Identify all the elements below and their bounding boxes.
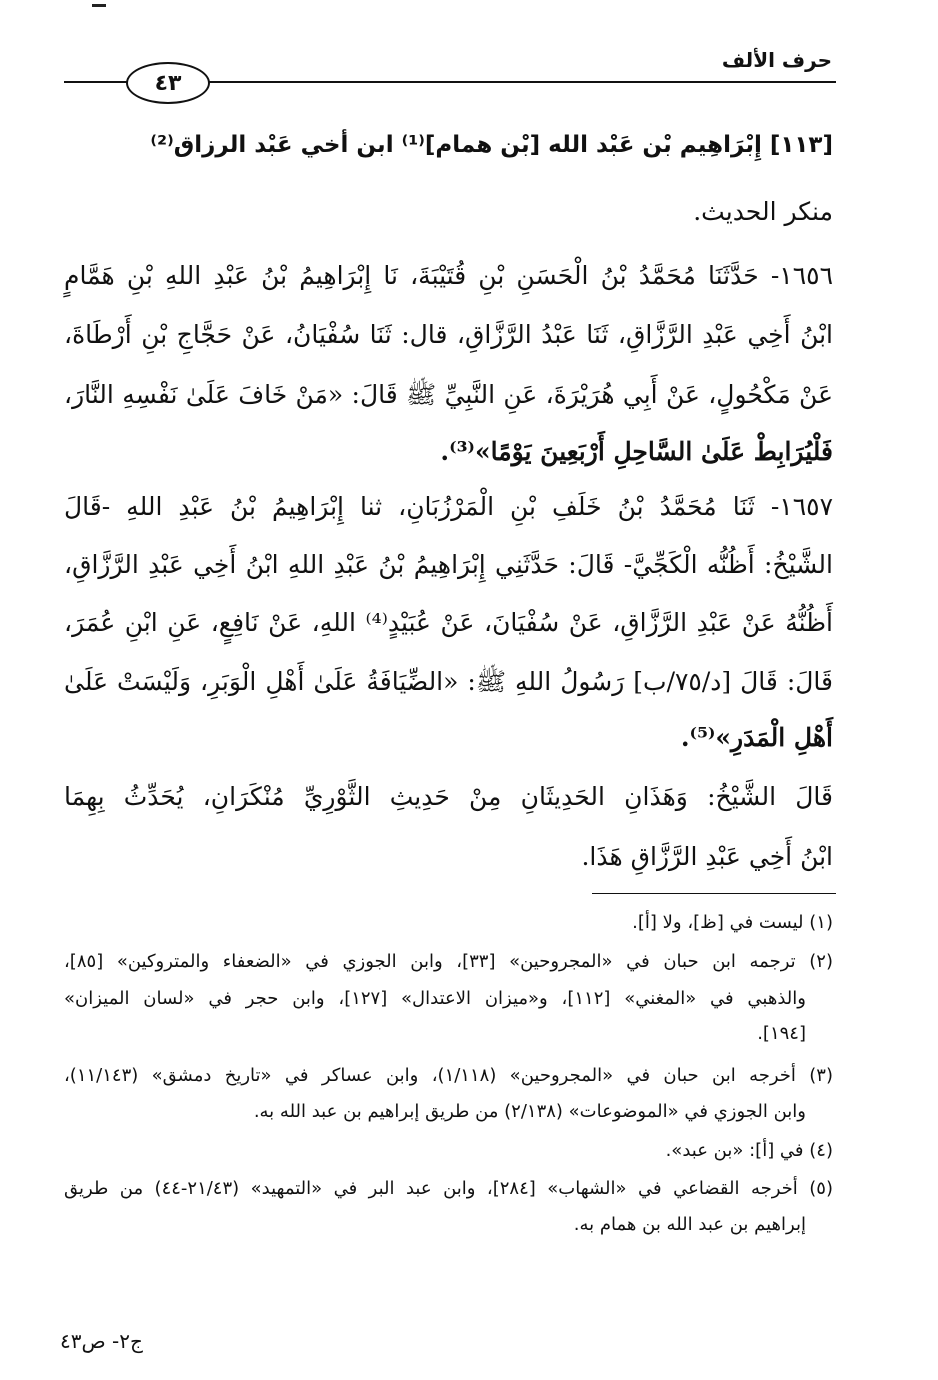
entry-title: [١١٣] إِبْرَاهِيم بْن عَبْد الله [بْن همام]⁽¹⁾ ابن أخي عَبْد الرزاق⁽²⁾ — [150, 132, 833, 158]
hadith-1656-line: ابْنُ أَخِي عَبْدِ الرَّزَّاقِ، ثَنَا عَبْدُ الرَّزَّاقِ، قال: ثَنَا سُفْيَانُ، عَنْ حَجَّاجِ بْنِ أَرْطَاةَ، — [64, 320, 833, 349]
page-number: ٤٣ — [154, 70, 182, 96]
volume-page-reference: ج٢- ص٤٣ — [60, 1329, 143, 1353]
section-title: حرف الألف — [721, 48, 832, 72]
footnote-line: إبراهيم بن عبد الله بن همام به. — [573, 1214, 806, 1235]
scan-mark — [92, 4, 106, 7]
entry-status: منكر الحديث. — [693, 197, 833, 226]
hadith-1656-line: عَنْ مَكْحُولٍ، عَنْ أَبِي هُرَيْرَةَ، عَنِ النَّبِيِّ ﷺ قَالَ: «مَنْ خَافَ عَلَىٰ نَفْسِهِ النَّارَ، — [64, 380, 833, 409]
hadith-1657-line: قَالَ: قَالَ [د/٧٥/ب] رَسُولُ اللهِ ﷺ: «الضِّيَافَةُ عَلَىٰ أَهْلِ الْوَبَرِ، وَلَيْسَتْ عَلَىٰ — [64, 667, 833, 696]
page-number-oval — [126, 62, 210, 104]
hadith-1657-line: الشَّيْخُ: أَظُنُّه الْكَجِّيَّ- قَالَ: حَدَّثَنِي إِبْرَاهِيمُ بْنُ عَبْدِ اللهِ ابْنُ أَخِي عَبْدِ الرَّزَّاقِ، — [64, 550, 833, 579]
hadith-1657-line: أَظُنُّهُ عَنْ عَبْدِ الرَّزَّاقِ، عَنْ سُفْيَانَ، عَنْ عُبَيْدٍ⁽⁴⁾ اللهِ، عَنْ نَافِعٍ، عَنِ ابْنِ عُمَرَ، — [64, 608, 833, 637]
footnote-line: [١٩٤]. — [757, 1023, 806, 1044]
hadith-1656-line: ١٦٥٦- حَدَّثَنَا مُحَمَّدُ بْنُ الْحَسَنِ بْنِ قُتَيْبَةَ، نَا إِبْرَاهِيمُ بْنُ عَبْدِ اللهِ بْنِ هَمَّامٍ — [64, 261, 833, 290]
footnote-line: (٢) ترجمه ابن حبان في «المجروحين» [٣٣]، وابن الجوزي في «الضعفاء والمتروكين» [٨٥]، — [64, 951, 833, 972]
footnote-line: (٥) أخرجه القضاعي في «الشهاب» [٢٨٤]، وابن عبد البر في «التمهيد» (٢١/٤٣-٤٤) من طريق — [64, 1178, 833, 1199]
footnote-line: (١) ليست في [ظ]، ولا [أ]. — [632, 912, 833, 933]
footnote-line: (٣) أخرجه ابن حبان في «المجروحين» (١/١١٨)، وابن عساكر في «تاريخ دمشق» (١١/١٤٣)، — [64, 1065, 833, 1086]
shaykh-comment-line: قَالَ الشَّيْخُ: وَهَذَانِ الحَدِيثَانِ مِنْ حَدِيثِ الثَّوْرِيِّ مُنْكَرَانِ، يُحَدِّثُ بِهِمَا — [64, 782, 833, 811]
shaykh-comment-line: ابْنُ أَخِي عَبْدِ الرَّزَّاقِ هَذَا. — [581, 842, 833, 871]
hadith-1656-line: فَلْيُرَابِطْ عَلَىٰ السَّاحِلِ أَرْبَعِينَ يَوْمًا»⁽³⁾. — [440, 437, 833, 466]
footnote-line: (٤) في [أ]: «بن عبد». — [665, 1140, 833, 1161]
hadith-1657-line: أَهْلِ الْمَدَرِ»⁽⁵⁾. — [680, 723, 833, 752]
footnote-line: والذهبي في «المغني» [١١٢]، و«ميزان الاعتدال» [١٢٧]، وابن حجر في «لسان الميزان» — [64, 988, 806, 1009]
footnote-rule — [592, 893, 836, 894]
footnote-line: وابن الجوزي في «الموضوعات» (٢/١٣٨) من طريق إبراهيم بن عبد الله به. — [253, 1101, 806, 1122]
hadith-1657-line: ١٦٥٧- ثَنَا مُحَمَّدُ بْنُ خَلَفِ بْنِ الْمَرْزُبَانِ، ثنا إِبْرَاهِيمُ بْنُ عَبْدِ اللهِ -قَالَ — [64, 492, 833, 521]
